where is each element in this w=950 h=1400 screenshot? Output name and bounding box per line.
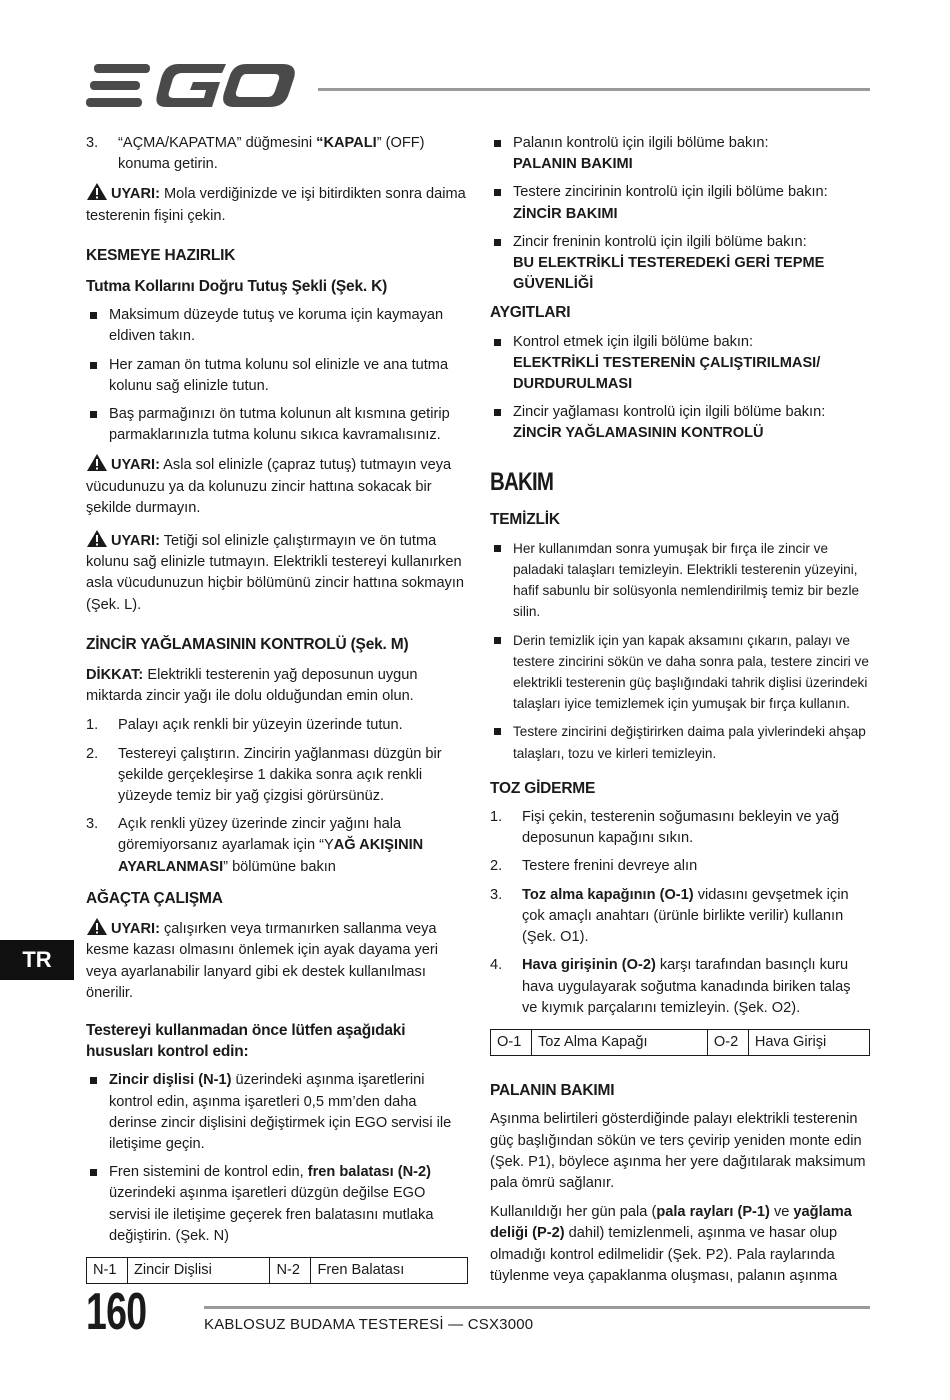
header-rule	[318, 88, 870, 91]
footer-rule	[204, 1306, 870, 1309]
legend-table-o	[490, 1029, 870, 1056]
left-column	[86, 133, 468, 1292]
warning-icon	[86, 182, 108, 201]
legend-key: N-1	[87, 1257, 128, 1283]
list-item: Testere zincirinin kontrolü için ilgili bölüme bakın: ZİNCİR BAKIMI	[490, 182, 870, 224]
bullet-icon	[90, 411, 97, 418]
caution-text: DİKKAT: Elektrikli testerenin yağ deposunun uygun miktarda zincir yağı ile dolu olduğundan emin olun.	[86, 667, 418, 705]
legend-key: O-2	[707, 1029, 748, 1055]
warning-4: UYARI: çalışırken veya tırmanırken sallanma veya kesme kazası olmasını önlemek için ayak dayama yeri veya ayarlanabilir lanyard gibi ek destek kullanılması önerilir.	[86, 917, 468, 1004]
list-item: Derin temizlik için yan kapak aksamını çıkarın, palayı ve testere zincirini sökün ve daha sonra pala, testere zinciri ve elektrikli testerenin güç başlığındaki tahrik dişlisi üzerindeki talaşları iyice temizlemek için yumuşak bir fırça kullanın.	[490, 630, 870, 715]
legend-table-n	[86, 1257, 468, 1284]
list-item: Baş parmağınızı ön tutma kolunun alt kısmına getirip parmaklarınızla tutma kolunu sıkıca kavramalısınız.	[86, 404, 468, 446]
warning-2: UYARI: Asla sol elinizle (çapraz tutuş) tutmayın veya vücudunuzu ya da kolunuzu zincir hattına sokacak bir şekilde durmayın.	[86, 453, 468, 519]
paragraph: Aşınma belirtileri gösterdiğinde palayı elektrikli testerenin güç başlığından sökün ve ters çevirip yeniden monte edin (Şek. P1), böylece aşınma her yere dağıtılarak maksimum pala ömrü sağlanır.	[490, 1111, 866, 1191]
ego-logo	[86, 62, 298, 110]
warning-icon	[86, 529, 108, 548]
list-item: Fren sistemini de kontrol edin, fren balatası (N-2) üzerindeki aşınma işaretleri düzgün değilse EGO servisi ile iletişime geçerek fren balatasını mutlaka değiştirin. (Şek. N)	[86, 1162, 468, 1247]
legend-key: N-2	[270, 1257, 311, 1283]
page-number: 160	[86, 1283, 147, 1341]
step-2: 2. Testereyi çalıştırın. Zincirin yağlanması düzgün bir şekilde gerçekleşirse 1 dakika sonra açık renkli yüzeyde temiz bir yağ çizgisi görürsünüz.	[86, 745, 442, 805]
heading-kesmeye: KESMEYE HAZIRLIK	[86, 246, 236, 264]
step-4: 4. Hava girişinin (O-2) karşı tarafından basınçlı kuru hava uygulayarak soğutma kanadında biriken talaş ve kıymık parçalarını temizleyin. (Şek. O2).	[490, 957, 851, 1016]
heading-palanin-bakimi: PALANIN BAKIMI	[490, 1082, 615, 1100]
bullet-icon	[494, 637, 501, 644]
warning-icon	[86, 917, 108, 936]
list-item: Her kullanımdan sonra yumuşak bir fırça ile zincir ve paladaki talaşları temizleyin. Elektrikli testerenin yüzeyini, hafif sabunlu bir solüsyonla nemlendirilmiş temiz bir bezle silin.	[490, 538, 870, 623]
bullet-icon	[494, 728, 501, 735]
warning-1: UYARI: Mola verdiğinizde ve işi bitirdikten sonra daima testerenin fişini çekin.	[86, 182, 468, 226]
bullet-icon	[90, 312, 97, 319]
step-3: 3. Açık renkli yüzey üzerinde zincir yağını hala göremiyorsanız ayarlamak için “YAĞ AKIŞININ AYARLANMASI” bölümüne bakın	[86, 816, 424, 875]
warning-icon	[86, 453, 108, 472]
bullet-icon	[494, 409, 501, 416]
list-item: Kontrol etmek için ilgili bölüme bakın: ELEKTRİKLİ TESTERENİN ÇALIŞTIRILMASI/ DURDURULMASI	[490, 332, 870, 396]
legend-label: Zincir Dişlisi	[128, 1257, 270, 1283]
bullet-icon	[494, 140, 501, 147]
heading-agacta-calisma: AĞAÇTA ÇALIŞMA	[86, 889, 223, 907]
warning-3: UYARI: Tetiği sol elinizle çalıştırmayın ve ön tutma kolunu sağ elinizle tutmayın. Elektrikli testereyi kullanırken asla vücudunuzun hiçbir bölümünü zincir hattına sokmayın (Şek. L).	[86, 529, 468, 616]
step-1: 1. Fişi çekin, testerenin soğumasını bekleyin ve yağ deposunun kapağını sıkın.	[490, 809, 840, 847]
list-item: Maksimum düzeyde tutuş ve koruma için kaymayan eldiven takın.	[86, 305, 468, 347]
heading-kontrol: Testereyi kullanmadan önce lütfen aşağıdaki hususları kontrol edin:	[86, 1021, 406, 1061]
bullet-icon	[494, 339, 501, 346]
list-item: Palanın kontrolü için ilgili bölüme bakın: PALANIN BAKIMI	[490, 133, 870, 175]
list-item: Her zaman ön tutma kolunu sol elinizle ve ana tutma kolunu sağ elinizle tutun.	[86, 355, 468, 397]
bullet-icon	[494, 239, 501, 246]
step-2: 2. Testere frenini devreye alın	[490, 858, 698, 875]
footer-title: KABLOSUZ BUDAMA TESTERESİ — CSX3000	[204, 1316, 534, 1333]
step-number: 3.	[86, 135, 99, 151]
heading-bakim: BAKIM	[490, 467, 554, 496]
step-text: “AÇMA/KAPATMA” düğmesini “KAPALI” (OFF) konuma getirin.	[118, 135, 425, 173]
table-row	[87, 1257, 468, 1283]
list-item: Zincir dişlisi (N-1) üzerindeki aşınma işaretlerini kontrol edin, aşınma işaretleri 0,5 mm’den daha derinse zincir dişlisini değiştirmek için EGO servisi ile iletişime geçin.	[86, 1070, 468, 1155]
right-column	[490, 133, 870, 1295]
table-row	[491, 1029, 870, 1055]
heading-aygitlari: AYGITLARI	[490, 304, 571, 322]
bullet-icon	[90, 362, 97, 369]
bullet-icon	[90, 1077, 97, 1084]
step-1: 1. Palayı açık renkli bir yüzeyin üzerinde tutun.	[86, 717, 403, 734]
legend-label: Hava Girişi	[748, 1029, 869, 1055]
heading-temizlik: TEMİZLİK	[490, 510, 560, 528]
bullet-icon	[494, 545, 501, 552]
legend-key: O-1	[491, 1029, 532, 1055]
step-3	[86, 133, 468, 175]
list-item: Zincir freninin kontrolü için ilgili bölüme bakın: BU ELEKTRİKLİ TESTEREDEKİ GERİ TEPME GÜVENLİĞİ	[490, 232, 870, 296]
bullet-icon	[90, 1169, 97, 1176]
step-3: 3. Toz alma kapağının (O-1) vidasını gevşetmek için çok amaçlı anahtarı (ürünle birlikte verilir) kullanın (Şek. O1).	[490, 886, 849, 946]
language-tab: TR	[0, 940, 74, 980]
legend-label: Fren Balatası	[311, 1257, 468, 1283]
list-item: Zincir yağlaması kontrolü için ilgili bölüme bakın: ZİNCİR YAĞLAMASININ KONTROLÜ	[490, 402, 870, 444]
paragraph: Kullanıldığı her gün pala (pala rayları (P-1) ve yağlama deliği (P-2) dahil) temizlenmeli, aşınma ve hasar olup olmadığı kontrol edilmelidir (Şek. P2). Pala raylarında tüylenme veya çapaklanma oluşması, palanın aşınma	[490, 1204, 852, 1284]
heading-toz-giderme: TOZ GİDERME	[490, 779, 596, 797]
legend-label: Toz Alma Kapağı	[532, 1029, 708, 1055]
list-item: Testere zincirini değiştirirken daima pala yivlerindeki ahşap talaşları, tozu ve kirleri temizleyin.	[490, 721, 870, 763]
heading-tutma: Tutma Kollarını Doğru Tutuş Şekli (Şek. K)	[86, 278, 388, 296]
heading-zincir-yaglama: ZİNCİR YAĞLAMASININ KONTROLÜ (Şek. M)	[86, 635, 409, 653]
bullet-icon	[494, 189, 501, 196]
